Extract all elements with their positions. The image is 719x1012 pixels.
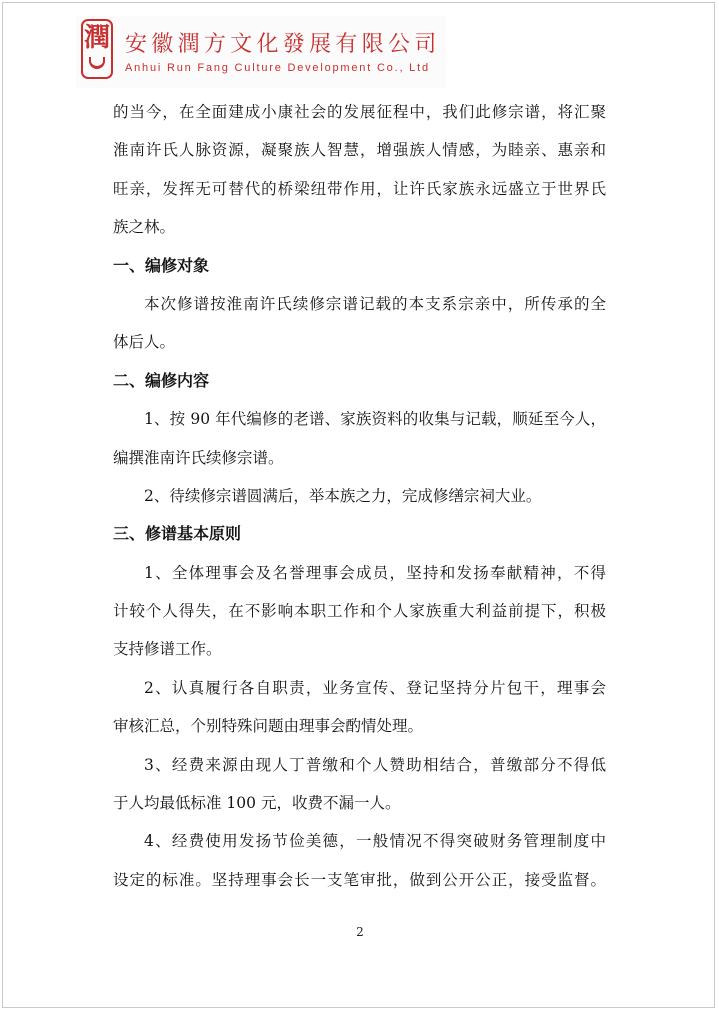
- paragraph-line: 编撰淮南许氏续修宗谱。: [113, 448, 284, 467]
- section-heading: 二、编修内容: [113, 370, 210, 390]
- paragraph-line: 审核汇总，个别特殊问题由理事会酌情处理。: [113, 717, 424, 736]
- paragraph-line: 本次修谱按淮南许氏续修宗谱记载的本支系宗亲中，所传承的全: [144, 294, 606, 313]
- paragraph-line: 4、经费使用发扬节俭美德，一般情况不得突破财务管理制度中: [144, 832, 606, 851]
- paragraph-line: 1、按 90 年代编修的老谱、家族资料的收集与记载，顺延至今人，: [144, 410, 606, 429]
- intro-line: 淮南许氏人脉资源，凝聚族人智慧，增强族人情感，为睦亲、惠亲和: [113, 141, 606, 160]
- intro-line: 族之林。: [113, 218, 176, 237]
- paragraph-line: 2、认真履行各自职责，业务宣传、登记坚持分片包干，理事会: [144, 678, 606, 697]
- intro-line: 旺亲，发挥无可替代的桥梁纽带作用，让许氏家族永远盛立于世界氏: [113, 179, 606, 198]
- document-body: [113, 93, 606, 899]
- paragraph-line: 计较个人得失，在不影响本职工作和个人家族重大利益前提下，积极: [113, 602, 606, 621]
- paragraph-line: 支持修谱工作。: [113, 640, 222, 659]
- section-heading: 一、编修对象: [113, 255, 210, 275]
- paragraph-line: 3、经费来源由现人丁普缴和个人赞助相结合，普缴部分不得低: [144, 755, 606, 774]
- seal-emblem-icon: [89, 57, 105, 69]
- paragraph-line: 体后人。: [113, 333, 176, 352]
- intro-line: 的当今，在全面建成小康社会的发展征程中，我们此修宗谱，将汇聚: [113, 103, 606, 121]
- company-name-english: Anhui Run Fang Culture Development Co., Ltd: [125, 62, 430, 74]
- section-heading: 三、修谱基本原则: [113, 524, 242, 544]
- seal-logo-icon: [81, 19, 113, 79]
- paragraph-line: 2、待续修宗谱圆满后，举本族之力，完成修缮宗祠大业。: [144, 486, 542, 505]
- paragraph-line: 设定的标准。坚持理事会长一支笔审批，做到公开公正，接受监督。: [113, 870, 606, 889]
- seal-character: 潤: [83, 23, 110, 53]
- company-logo: [76, 16, 446, 88]
- paragraph-line: 1、全体理事会及名誉理事会成员，坚持和发扬奉献精神，不得: [144, 563, 606, 582]
- company-name-chinese: 安徽潤方文化發展有限公司: [125, 32, 441, 57]
- paragraph-line: 于人均最低标准 100 元，收费不漏一人。: [113, 794, 401, 813]
- page-number: 2: [356, 925, 364, 939]
